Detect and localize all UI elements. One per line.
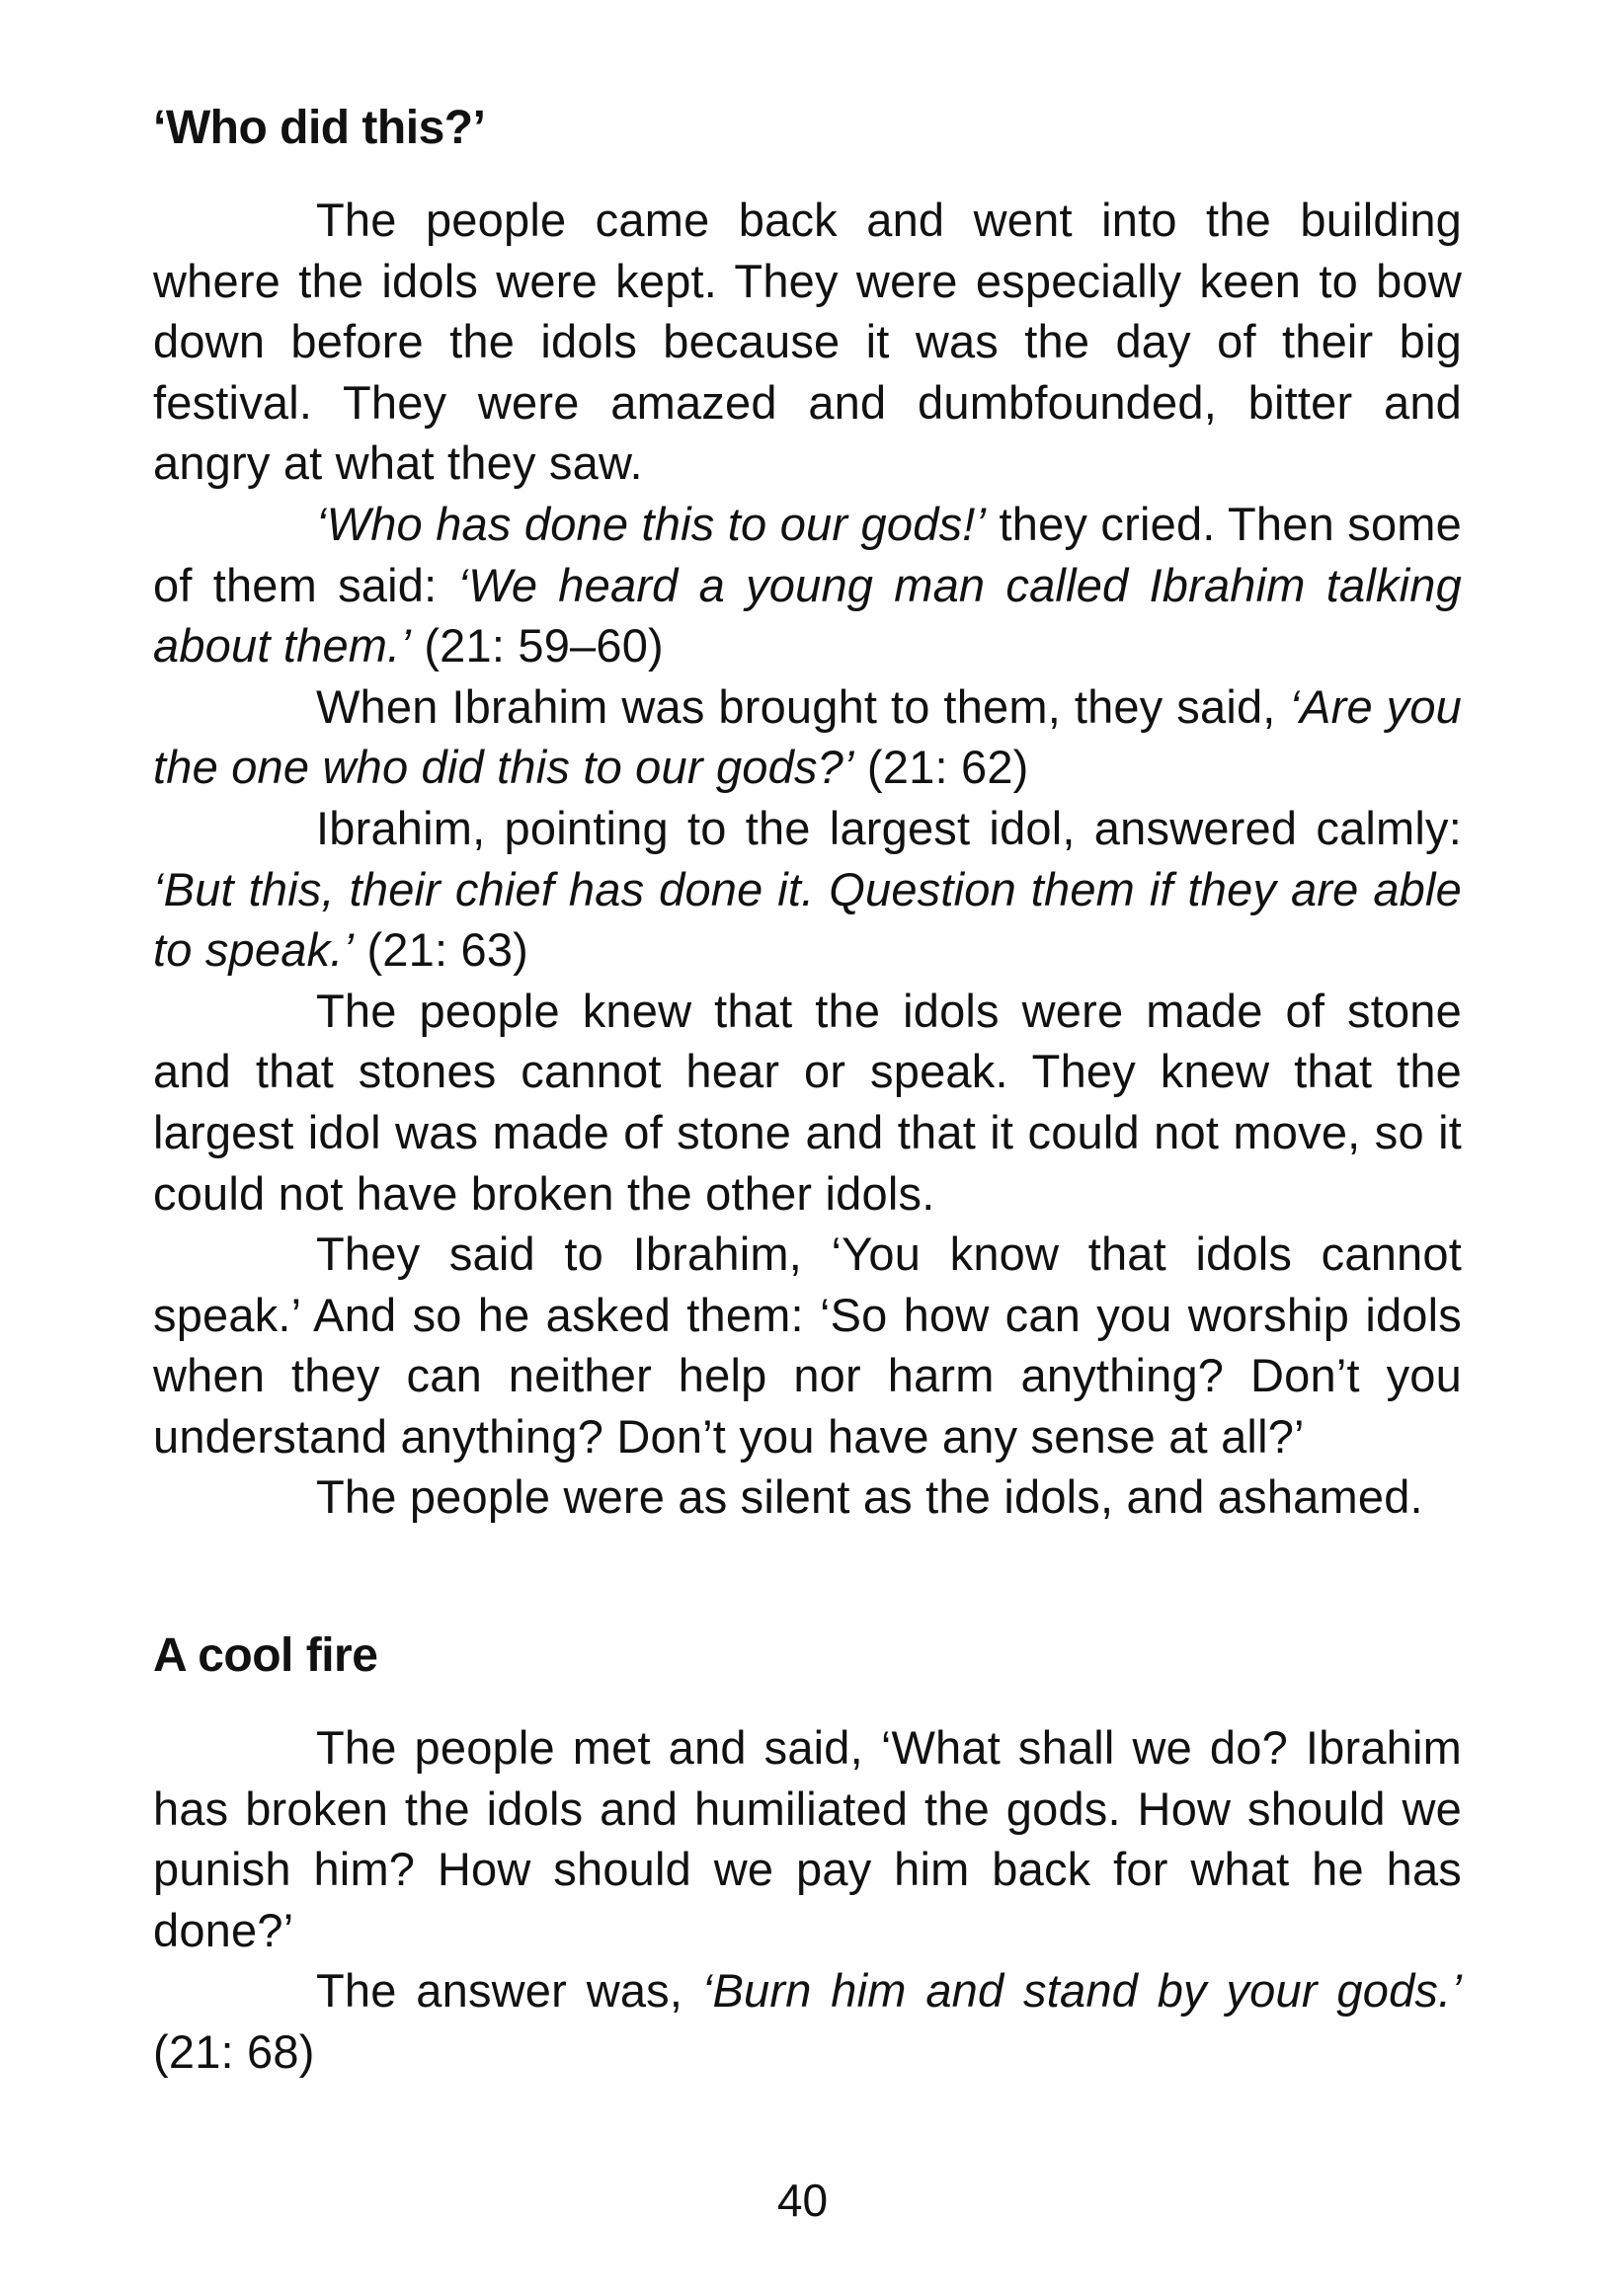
paragraph-idols-made-of-stone	[153, 981, 1462, 1224]
paragraph-ibrahim-brought	[153, 676, 1462, 798]
verse-reference: (21: 62)	[853, 741, 1029, 794]
verse-reference: (21: 59–60)	[411, 619, 664, 673]
verse-reference: (21: 68)	[153, 2025, 315, 2079]
paragraph-text: The people came back and went into the building where the idols were kept. They were especially keen to bow down before the idols because it was the day of their big festival. They were amazed and dumbfounded, bitter and angry at what they saw.	[153, 194, 1462, 490]
quote-text: ‘We heard a young man called Ibrahim talking about them.’	[153, 558, 1462, 673]
paragraph-people-silent	[153, 1466, 1462, 1528]
section-a-cool-fire	[153, 1717, 1462, 2083]
paragraph-text: The people were as silent as the idols, and ashamed.	[316, 1470, 1423, 1524]
section-who-did-this	[153, 190, 1462, 1528]
paragraph-text: Ibrahim, pointing to the largest idol, answered calmly:	[316, 801, 1462, 854]
paragraph-text: They said to Ibrahim, ‘You know that idols cannot speak.’ And so he asked them: ‘So how can you worship idols when they can neither help nor harm anything? Don’t you understand anything? Don’t you have any sense at all?’	[153, 1227, 1462, 1463]
paragraph-people-met	[153, 1717, 1462, 1960]
paragraph-they-said-to-ibrahim	[153, 1224, 1462, 1466]
paragraph-text: they cried. Then some of them said:	[153, 497, 1462, 611]
paragraph-people-came-back	[153, 190, 1462, 494]
section-heading-who-did-this: ‘Who did this?’	[153, 102, 486, 154]
paragraph-text: When Ibrahim was brought to them, they said,	[316, 679, 1290, 733]
paragraph-text: The answer was,	[316, 1964, 702, 2018]
paragraph-text: The people met and said, ‘What shall we do? Ibrahim has broken the idols and humiliated the gods. How should we punish him? How should we pay him back for what he has done?’	[153, 1721, 1462, 1956]
paragraph-text: The people knew that the idols were made of stone and that stones cannot hear or speak. They knew that the largest idol was made of stone and that it could not move, so it could not have broken the other idols.	[153, 984, 1462, 1220]
quote-text: ‘Burn him and stand by your gods.’	[701, 1964, 1463, 2018]
quote-text: ‘But this, their chief has done it. Question them if they are able to speak.’	[153, 862, 1462, 977]
quote-text: ‘Who has done this to our gods!’	[316, 497, 987, 550]
paragraph-who-has-done-this	[153, 494, 1462, 676]
section-heading-a-cool-fire: A cool fire	[153, 1629, 378, 1683]
page-content	[153, 99, 1462, 2083]
quote-text: ‘Are you the one who did this to our gods?’	[153, 679, 1462, 794]
page-number: 40	[776, 2175, 829, 2226]
paragraph-ibrahim-pointing	[153, 798, 1462, 981]
verse-reference: (21: 63)	[354, 923, 529, 977]
paragraph-the-answer	[153, 1960, 1462, 2082]
